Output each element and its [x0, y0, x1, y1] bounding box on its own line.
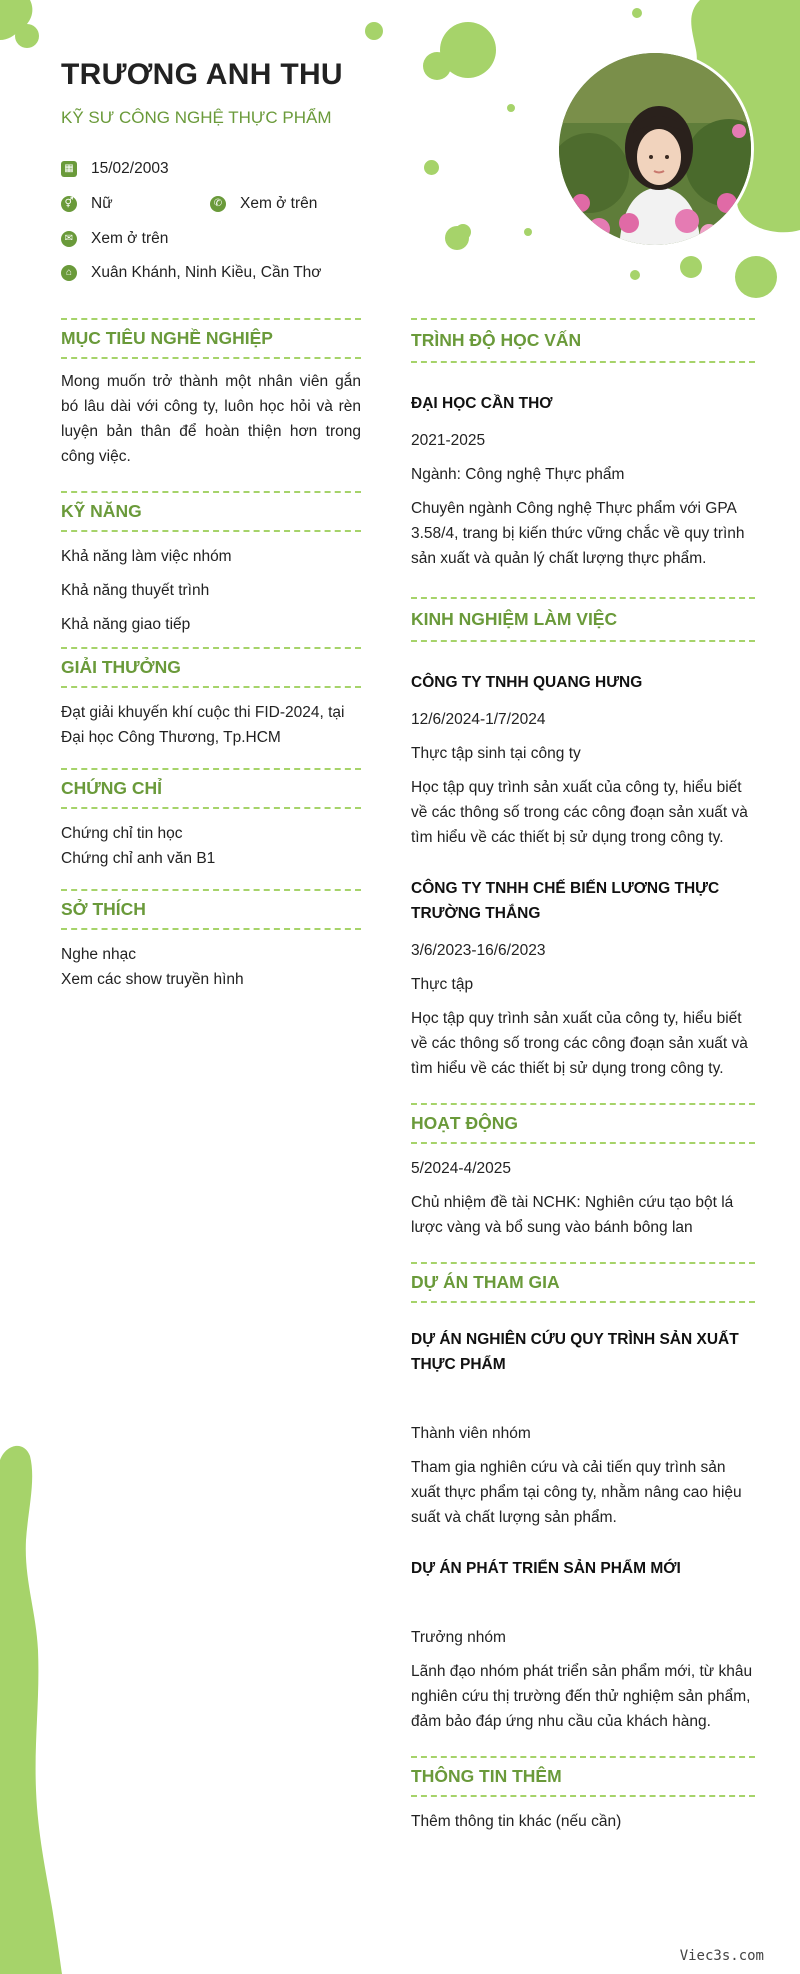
left-side-decoration: [0, 1440, 80, 1974]
calendar-icon: ▦: [61, 161, 77, 177]
skill-item: Khả năng thuyết trình: [61, 582, 210, 599]
phone-value: Xem ở trên: [240, 195, 318, 212]
experience-period: 3/6/2023-16/6/2023: [411, 942, 546, 959]
contact-email: [61, 230, 168, 248]
awards-heading: GIẢI THƯỞNG: [61, 647, 361, 688]
contact-address: [61, 264, 321, 282]
gender-icon: ⚥: [61, 196, 77, 212]
activities-period: 5/2024-4/2025: [411, 1160, 511, 1177]
gender-value: Nữ: [91, 195, 113, 212]
hobby-item: Xem các show truyền hình: [61, 971, 244, 988]
skill-item: Khả năng làm việc nhóm: [61, 548, 232, 565]
objective-heading: MỤC TIÊU NGHỀ NGHIỆP: [61, 318, 361, 359]
certificate-item: Chứng chỉ tin học: [61, 825, 183, 842]
projects-heading: DỰ ÁN THAM GIA: [411, 1262, 755, 1303]
decorative-dot: [735, 256, 777, 298]
decorative-dot: [632, 8, 642, 18]
right-column: [411, 318, 755, 1834]
activities-heading: HOẠT ĐỘNG: [411, 1103, 755, 1144]
awards-text: Đạt giải khuyến khí cuộc thi FID-2024, tại Đại học Công Thương, Tp.HCM: [61, 704, 345, 746]
decorative-dot: [507, 104, 515, 112]
address-value: Xuân Khánh, Ninh Kiều, Cần Thơ: [91, 264, 322, 281]
activities-description: Chủ nhiệm đề tài NCHK: Nghiên cứu tạo bột lá lược vàng và bổ sung vào bánh bông lan: [411, 1194, 734, 1236]
certificates-heading: CHỨNG CHỈ: [61, 768, 361, 809]
home-icon: ⌂: [61, 265, 77, 281]
job-title: KỸ SƯ CÔNG NGHỆ THỰC PHẨM: [61, 108, 332, 127]
left-column: [61, 318, 361, 992]
contact-gender: [61, 195, 113, 213]
phone-icon: ✆: [210, 196, 226, 212]
certificate-item: Chứng chỉ anh văn B1: [61, 850, 216, 867]
project-name: DỰ ÁN NGHIÊN CỨU QUY TRÌNH SẢN XUẤT THỰC PHẨM: [411, 1331, 739, 1373]
education-major: Ngành: Công nghệ Thực phẩm: [411, 466, 625, 483]
additional-info-heading: THÔNG TIN THÊM: [411, 1756, 755, 1797]
experience-heading: KINH NGHIỆM LÀM VIỆC: [411, 597, 755, 642]
education-description: Chuyên ngành Công nghệ Thực phẩm với GPA 3.58/4, trang bị kiến thức vững chắc về quy trình sản xuất và quản lý chất lượng thực phẩm.: [411, 500, 745, 567]
decorative-dot: [680, 256, 702, 278]
project-role: Trưởng nhóm: [411, 1629, 506, 1646]
email-value: Xem ở trên: [91, 230, 169, 247]
experience-company: CÔNG TY TNHH QUANG HƯNG: [411, 674, 643, 691]
experience-description: Học tập quy trình sản xuất của công ty, hiểu biết về các thông số trong các công đoạn sản xuất và tìm hiểu về các thiết bị sử dụng trong công ty.: [411, 779, 748, 846]
experience-period: 12/6/2024-1/7/2024: [411, 711, 546, 728]
top-left-decoration: [0, 0, 50, 52]
experience-description: Học tập quy trình sản xuất của công ty, hiểu biết về các thông số trong các công đoạn sản xuất và tìm hiểu về các thiết bị sử dụng trong công ty.: [411, 1010, 748, 1077]
decorative-dot: [423, 52, 451, 80]
experience-role: Thực tập sinh tại công ty: [411, 745, 581, 762]
education-school: ĐẠI HỌC CẦN THƠ: [411, 395, 553, 412]
email-icon: ✉: [61, 231, 77, 247]
profile-photo: [556, 50, 754, 248]
additional-info-text: Thêm thông tin khác (nếu cần): [411, 1813, 622, 1830]
project-role: Thành viên nhóm: [411, 1425, 531, 1442]
decorative-dot: [524, 228, 532, 236]
experience-company: CÔNG TY TNHH CHẾ BIẾN LƯƠNG THỰC TRƯỜNG THẮNG: [411, 880, 720, 922]
dob-value: 15/02/2003: [91, 160, 169, 177]
education-period: 2021-2025: [411, 432, 486, 449]
candidate-name: TRƯƠNG ANH THU: [61, 58, 343, 91]
decorative-dot: [424, 160, 439, 175]
hobby-item: Nghe nhạc: [61, 946, 136, 963]
hobbies-heading: SỞ THÍCH: [61, 889, 361, 930]
skill-item: Khả năng giao tiếp: [61, 616, 191, 633]
objective-text: Mong muốn trở thành một nhân viên gắn bó lâu dài với công ty, luôn học hỏi và rèn luyện bản thân để hoàn thiện hơn trong công việc.: [61, 373, 361, 465]
skills-heading: KỸ NĂNG: [61, 491, 361, 532]
project-name: DỰ ÁN PHÁT TRIỂN SẢN PHẨM MỚI: [411, 1560, 681, 1577]
decorative-dot: [455, 224, 471, 240]
project-description: Lãnh đạo nhóm phát triển sản phẩm mới, từ khâu nghiên cứu thị trường đến thử nghiệm sản phẩm, đảm bảo đáp ứng nhu cầu của khách hàng.: [411, 1663, 753, 1730]
experience-role: Thực tập: [411, 976, 474, 993]
project-description: Tham gia nghiên cứu và cải tiến quy trình sản xuất thực phẩm tại công ty, nhằm nâng cao hiệu suất và chất lượng sản phẩm.: [411, 1459, 742, 1526]
watermark: Viec3s.com: [679, 1948, 764, 1964]
decorative-dot: [630, 270, 640, 280]
education-heading: TRÌNH ĐỘ HỌC VẤN: [411, 318, 755, 363]
contact-phone: [210, 195, 317, 213]
decorative-dot: [365, 22, 383, 40]
contact-dob: [61, 160, 169, 178]
